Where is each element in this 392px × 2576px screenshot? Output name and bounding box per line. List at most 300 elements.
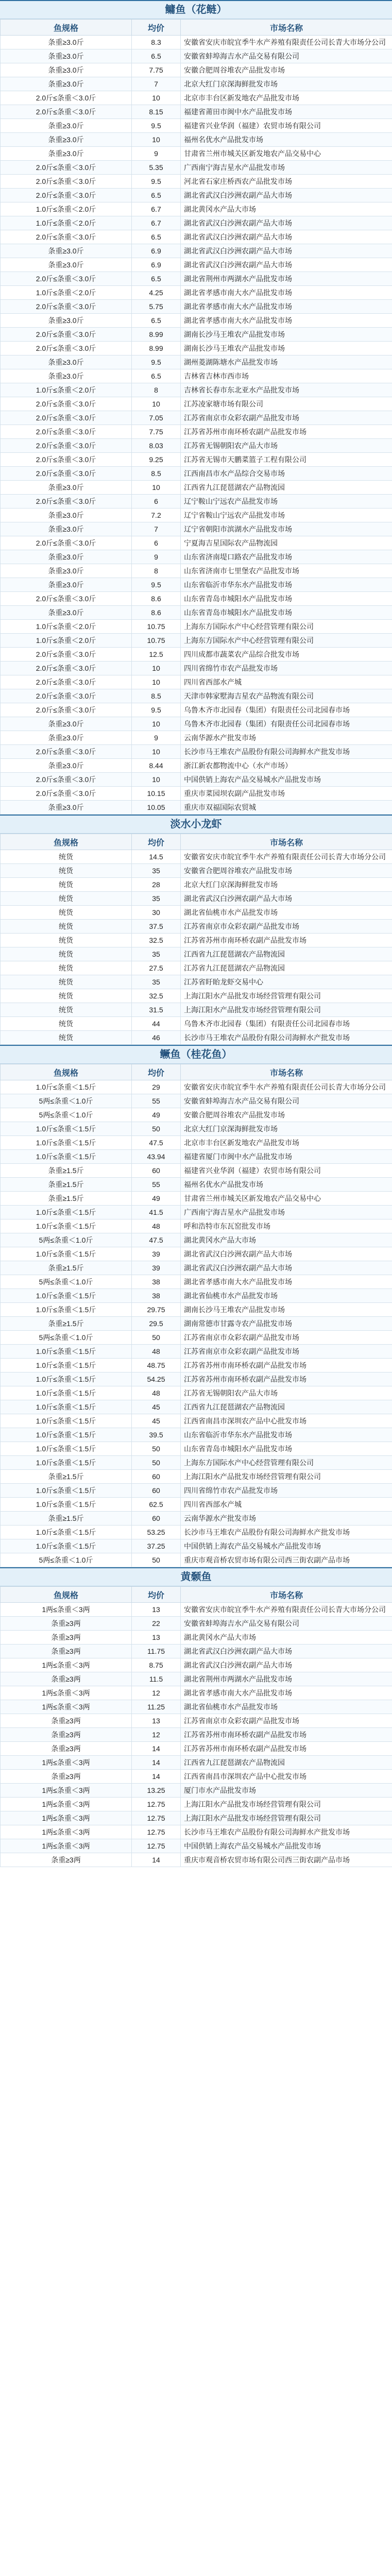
table-row bbox=[1, 1003, 392, 1017]
table-row bbox=[1, 1553, 392, 1567]
market-cell: 上海江阳水产品批发市场经营管理有限公司 bbox=[181, 1470, 392, 1484]
table-row bbox=[1, 662, 392, 675]
price-cell: 22 bbox=[132, 1617, 181, 1631]
table-row bbox=[1, 634, 392, 648]
market-cell: 北京大红门京深海鲜批发市场 bbox=[181, 878, 392, 892]
column-header: 市场名称 bbox=[181, 1587, 392, 1603]
table-row bbox=[1, 119, 392, 133]
price-cell: 8.5 bbox=[132, 689, 181, 703]
price-cell: 30 bbox=[132, 906, 181, 920]
spec-cell: 条重≥3.0斤 bbox=[1, 369, 132, 383]
market-cell: 呼和浩特市东瓦窑批发市场 bbox=[181, 1219, 392, 1233]
price-cell: 6.7 bbox=[132, 216, 181, 230]
price-cell: 7 bbox=[132, 522, 181, 536]
market-cell: 湖北省武汉白沙洲农副产品大市场 bbox=[181, 1645, 392, 1658]
table-row bbox=[1, 383, 392, 397]
market-cell: 安徽省蚌埠海吉水产品交易有限公司 bbox=[181, 1094, 392, 1108]
price-cell: 31.5 bbox=[132, 1003, 181, 1017]
price-cell: 44 bbox=[132, 1017, 181, 1031]
spec-cell: 条重≥3.0斤 bbox=[1, 606, 132, 620]
spec-cell: 2.0斤≤条重＜3.0斤 bbox=[1, 300, 132, 314]
market-cell: 吉林省长春市东北亚水产品批发市场 bbox=[181, 383, 392, 397]
spec-cell: 2.0斤≤条重＜3.0斤 bbox=[1, 230, 132, 244]
table-row bbox=[1, 36, 392, 49]
price-cell: 11.5 bbox=[132, 1672, 181, 1686]
spec-cell: 条重≥1.5斤 bbox=[1, 1470, 132, 1484]
market-cell: 北京大红门京深海鲜批发市场 bbox=[181, 1122, 392, 1136]
price-cell: 13 bbox=[132, 1631, 181, 1645]
market-cell: 中国供销上海农产品交易城水产品批发市场 bbox=[181, 1539, 392, 1553]
spec-cell: 2.0斤≤条重＜3.0斤 bbox=[1, 453, 132, 467]
market-cell: 上海东方国际水产中心经营管理有限公司 bbox=[181, 1456, 392, 1470]
price-cell: 6 bbox=[132, 536, 181, 550]
market-cell: 江苏省苏州市南环桥农副产品批发市场 bbox=[181, 1742, 392, 1756]
market-cell: 湖北省孝感市南大水产品批发市场 bbox=[181, 286, 392, 300]
price-cell: 13 bbox=[132, 1714, 181, 1728]
table-row bbox=[1, 934, 392, 947]
spec-cell: 统货 bbox=[1, 864, 132, 878]
market-cell: 湖南长沙马王堆农产品批发市场 bbox=[181, 342, 392, 355]
market-cell: 重庆市观音桥农贸市场有限公司西三街农副产品市场 bbox=[181, 1853, 392, 1867]
market-cell: 福建省厦门市闽中水产品批发市场 bbox=[181, 1150, 392, 1164]
market-cell: 江苏省盱眙龙虾交易中心 bbox=[181, 975, 392, 989]
price-cell: 35 bbox=[132, 892, 181, 906]
spec-cell: 2.0斤≤条重＜3.0斤 bbox=[1, 425, 132, 439]
price-cell: 8 bbox=[132, 383, 181, 397]
price-cell: 8.75 bbox=[132, 1658, 181, 1672]
market-cell: 山东省济南市七里堡农产品批发市场 bbox=[181, 564, 392, 578]
spec-cell: 条重≥3.0斤 bbox=[1, 49, 132, 63]
market-cell: 福建省莆田市闽中水产品批发市场 bbox=[181, 105, 392, 119]
market-cell: 云南华源水产批发市场 bbox=[181, 1512, 392, 1526]
spec-cell: 1.0斤≤条重＜1.5斤 bbox=[1, 1289, 132, 1303]
price-cell: 8.03 bbox=[132, 439, 181, 453]
spec-cell: 条重≥3.0斤 bbox=[1, 522, 132, 536]
market-cell: 山东省青岛市城阳水产品批发市场 bbox=[181, 1442, 392, 1456]
spec-cell: 统货 bbox=[1, 906, 132, 920]
market-cell: 河北省石家庄桥西农产品批发市场 bbox=[181, 175, 392, 189]
spec-cell: 1.0斤≤条重＜1.5斤 bbox=[1, 1080, 132, 1094]
price-cell: 10.15 bbox=[132, 787, 181, 801]
spec-cell: 条重≥3.0斤 bbox=[1, 119, 132, 133]
price-cell: 38 bbox=[132, 1275, 181, 1289]
market-cell: 宁夏海吉星国际农产品物流园 bbox=[181, 536, 392, 550]
market-cell: 中国供销上海农产品交易城水产品批发市场 bbox=[181, 1839, 392, 1853]
table-row bbox=[1, 703, 392, 717]
price-cell: 10 bbox=[132, 133, 181, 147]
price-cell: 8.15 bbox=[132, 105, 181, 119]
price-table bbox=[0, 1586, 392, 1867]
price-cell: 4.25 bbox=[132, 286, 181, 300]
market-cell: 甘肃省兰州市城关区新发地农产品交易中心 bbox=[181, 147, 392, 161]
table-row bbox=[1, 1603, 392, 1617]
table-row bbox=[1, 892, 392, 906]
spec-cell: 条重≥1.5斤 bbox=[1, 1512, 132, 1526]
market-cell: 乌鲁木齐市北园春（集团）有限责任公司北园春市场 bbox=[181, 703, 392, 717]
table-row bbox=[1, 272, 392, 286]
market-cell: 安徽省蚌埠海吉水产品交易有限公司 bbox=[181, 1617, 392, 1631]
market-cell: 安徽省蚌埠海吉水产品交易有限公司 bbox=[181, 49, 392, 63]
market-cell: 湖北省武汉白沙洲农副产品大市场 bbox=[181, 1658, 392, 1672]
table-row bbox=[1, 355, 392, 369]
table-row bbox=[1, 1400, 392, 1414]
table-row bbox=[1, 745, 392, 759]
spec-cell: 2.0斤≤条重＜3.0斤 bbox=[1, 689, 132, 703]
price-cell: 47.5 bbox=[132, 1233, 181, 1247]
market-cell: 天津市韩家墅海吉星农产品物流有限公司 bbox=[181, 689, 392, 703]
spec-cell: 条重≥3两 bbox=[1, 1770, 132, 1784]
table-row bbox=[1, 522, 392, 536]
market-cell: 长沙市马王堆农产品股份有限公司海鲜水产批发市场 bbox=[181, 745, 392, 759]
price-cell: 9 bbox=[132, 731, 181, 745]
spec-cell: 2.0斤≤条重＜3.0斤 bbox=[1, 397, 132, 411]
spec-cell: 1.0斤≤条重＜1.5斤 bbox=[1, 1442, 132, 1456]
table-row bbox=[1, 1331, 392, 1345]
market-cell: 厦门市水产品批发市场 bbox=[181, 1784, 392, 1798]
spec-cell: 1.0斤≤条重＜2.0斤 bbox=[1, 216, 132, 230]
price-cell: 7 bbox=[132, 77, 181, 91]
spec-cell: 1.0斤≤条重＜1.5斤 bbox=[1, 1150, 132, 1164]
market-cell: 上海江阳水产品批发市场经营管理有限公司 bbox=[181, 1003, 392, 1017]
market-cell: 湖北黄冈水产品大市场 bbox=[181, 1631, 392, 1645]
table-row bbox=[1, 947, 392, 961]
price-cell: 9 bbox=[132, 147, 181, 161]
market-cell: 江苏省南京市众彩农副产品批发市场 bbox=[181, 1345, 392, 1359]
table-row bbox=[1, 1631, 392, 1645]
market-cell: 安徽合肥周谷堆农产品批发市场 bbox=[181, 1108, 392, 1122]
table-row bbox=[1, 878, 392, 892]
market-cell: 广西南宁海吉星水产品批发市场 bbox=[181, 161, 392, 175]
table-row bbox=[1, 1825, 392, 1839]
spec-cell: 条重≥3.0斤 bbox=[1, 314, 132, 328]
market-cell: 四川省西部水产城 bbox=[181, 1498, 392, 1512]
spec-cell: 1两≤条重＜3两 bbox=[1, 1700, 132, 1714]
spec-cell: 2.0斤≤条重＜3.0斤 bbox=[1, 495, 132, 509]
spec-cell: 条重≥3两 bbox=[1, 1631, 132, 1645]
spec-cell: 条重≥3两 bbox=[1, 1742, 132, 1756]
price-cell: 9.5 bbox=[132, 703, 181, 717]
table-row bbox=[1, 1247, 392, 1261]
spec-cell: 1.0斤≤条重＜1.5斤 bbox=[1, 1303, 132, 1317]
table-row bbox=[1, 1233, 392, 1247]
column-header: 均价 bbox=[132, 834, 181, 850]
table-row bbox=[1, 1811, 392, 1825]
market-cell: 安徽省安庆市皖宜季牛水产养殖有限责任公司长青大市场分公司 bbox=[181, 36, 392, 49]
table-row bbox=[1, 1658, 392, 1672]
price-cell: 45 bbox=[132, 1400, 181, 1414]
price-cell: 14 bbox=[132, 1853, 181, 1867]
spec-cell: 1.0斤≤条重＜1.5斤 bbox=[1, 1122, 132, 1136]
price-cell: 10 bbox=[132, 675, 181, 689]
spec-cell: 1两≤条重＜3两 bbox=[1, 1658, 132, 1672]
table-row bbox=[1, 509, 392, 522]
table-row bbox=[1, 592, 392, 606]
market-cell: 湖北省武汉白沙洲农副产品大市场 bbox=[181, 1261, 392, 1275]
price-cell: 43.94 bbox=[132, 1150, 181, 1164]
price-cell: 29.75 bbox=[132, 1303, 181, 1317]
spec-cell: 条重≥3.0斤 bbox=[1, 717, 132, 731]
table-row bbox=[1, 1122, 392, 1136]
price-cell: 12.75 bbox=[132, 1825, 181, 1839]
spec-cell: 条重≥3两 bbox=[1, 1645, 132, 1658]
price-cell: 39 bbox=[132, 1247, 181, 1261]
table-row bbox=[1, 216, 392, 230]
price-cell: 10.75 bbox=[132, 634, 181, 648]
price-cell: 55 bbox=[132, 1178, 181, 1192]
price-cell: 7.2 bbox=[132, 509, 181, 522]
table-row bbox=[1, 105, 392, 119]
header-row bbox=[1, 1064, 392, 1080]
column-header: 均价 bbox=[132, 20, 181, 36]
price-cell: 11.25 bbox=[132, 1700, 181, 1714]
table-row bbox=[1, 369, 392, 383]
market-cell: 安徽省安庆市皖宜季牛水产养殖有限责任公司长青大市场分公司 bbox=[181, 1080, 392, 1094]
table-row bbox=[1, 1428, 392, 1442]
spec-cell: 1.0斤≤条重＜1.5斤 bbox=[1, 1414, 132, 1428]
price-cell: 12.75 bbox=[132, 1798, 181, 1811]
table-row bbox=[1, 1700, 392, 1714]
table-row bbox=[1, 1728, 392, 1742]
market-cell: 湖北省武汉白沙洲农副产品大市场 bbox=[181, 258, 392, 272]
price-cell: 6.5 bbox=[132, 369, 181, 383]
table-row bbox=[1, 439, 392, 453]
price-cell: 60 bbox=[132, 1164, 181, 1178]
price-cell: 10.75 bbox=[132, 620, 181, 634]
column-header: 市场名称 bbox=[181, 20, 392, 36]
market-cell: 北京大红门京深海鲜批发市场 bbox=[181, 77, 392, 91]
market-cell: 福建省兴业华润（福建）农贸市场有限公司 bbox=[181, 119, 392, 133]
market-cell: 湖北黄冈水产品大市场 bbox=[181, 202, 392, 216]
price-cell: 60 bbox=[132, 1484, 181, 1498]
price-cell: 35 bbox=[132, 975, 181, 989]
market-cell: 湖北省武汉白沙洲农副产品大市场 bbox=[181, 1247, 392, 1261]
spec-cell: 条重≥3.0斤 bbox=[1, 133, 132, 147]
table-row bbox=[1, 411, 392, 425]
spec-cell: 条重≥3.0斤 bbox=[1, 801, 132, 815]
spec-cell: 统货 bbox=[1, 961, 132, 975]
price-cell: 54.25 bbox=[132, 1372, 181, 1386]
price-cell: 45 bbox=[132, 1414, 181, 1428]
price-cell: 10 bbox=[132, 745, 181, 759]
spec-cell: 条重≥3两 bbox=[1, 1728, 132, 1742]
price-cell: 14 bbox=[132, 1756, 181, 1770]
price-cell: 12.75 bbox=[132, 1839, 181, 1853]
spec-cell: 1两≤条重＜3两 bbox=[1, 1825, 132, 1839]
market-cell: 四川省绵竹市农产品批发市场 bbox=[181, 1484, 392, 1498]
spec-cell: 5两≤条重＜1.0斤 bbox=[1, 1094, 132, 1108]
table-row bbox=[1, 606, 392, 620]
table-row bbox=[1, 1178, 392, 1192]
spec-cell: 1两≤条重＜3两 bbox=[1, 1756, 132, 1770]
price-cell: 37.5 bbox=[132, 920, 181, 934]
column-header: 均价 bbox=[132, 1064, 181, 1080]
price-cell: 10 bbox=[132, 717, 181, 731]
table-row bbox=[1, 425, 392, 439]
price-cell: 8.5 bbox=[132, 467, 181, 481]
spec-cell: 2.0斤≤条重＜3.0斤 bbox=[1, 703, 132, 717]
table-row bbox=[1, 1756, 392, 1770]
price-cell: 10 bbox=[132, 662, 181, 675]
price-cell: 14 bbox=[132, 1770, 181, 1784]
market-cell: 江苏省无锡市天鹏菜篮子工程有限公司 bbox=[181, 453, 392, 467]
column-header: 鱼规格 bbox=[1, 1587, 132, 1603]
table-row bbox=[1, 175, 392, 189]
price-cell: 49 bbox=[132, 1108, 181, 1122]
spec-cell: 条重≥1.5斤 bbox=[1, 1317, 132, 1331]
market-cell: 江西省南昌市深圳农产品中心批发市场 bbox=[181, 1770, 392, 1784]
market-cell: 江西省九江琵琶湖农产品物流园 bbox=[181, 947, 392, 961]
spec-cell: 2.0斤≤条重＜3.0斤 bbox=[1, 745, 132, 759]
table-row bbox=[1, 1853, 392, 1867]
price-cell: 9.5 bbox=[132, 175, 181, 189]
price-cell: 39.5 bbox=[132, 1428, 181, 1442]
price-cell: 8.99 bbox=[132, 342, 181, 355]
spec-cell: 2.0斤≤条重＜3.0斤 bbox=[1, 161, 132, 175]
price-cell: 5.35 bbox=[132, 161, 181, 175]
spec-cell: 条重≥3.0斤 bbox=[1, 481, 132, 495]
price-cell: 9 bbox=[132, 550, 181, 564]
market-cell: 湖北省仙桃市水产品批发市场 bbox=[181, 1289, 392, 1303]
spec-cell: 条重≥3.0斤 bbox=[1, 759, 132, 773]
market-cell: 湖北省仙桃市水产品批发市场 bbox=[181, 906, 392, 920]
spec-cell: 1.0斤≤条重＜1.5斤 bbox=[1, 1345, 132, 1359]
table-row bbox=[1, 1512, 392, 1526]
spec-cell: 1两≤条重＜3两 bbox=[1, 1811, 132, 1825]
price-cell: 9.5 bbox=[132, 578, 181, 592]
table-row bbox=[1, 801, 392, 815]
market-cell: 上海江阳水产品批发市场经营管理有限公司 bbox=[181, 1798, 392, 1811]
spec-cell: 1.0斤≤条重＜1.5斤 bbox=[1, 1386, 132, 1400]
market-cell: 湖北省武汉白沙洲农副产品大市场 bbox=[181, 189, 392, 202]
spec-cell: 2.0斤≤条重＜3.0斤 bbox=[1, 467, 132, 481]
price-cell: 50 bbox=[132, 1442, 181, 1456]
price-cell: 60 bbox=[132, 1512, 181, 1526]
spec-cell: 条重≥3.0斤 bbox=[1, 244, 132, 258]
table-row bbox=[1, 906, 392, 920]
table-row bbox=[1, 1784, 392, 1798]
market-cell: 江西省南昌市深圳农产品中心批发市场 bbox=[181, 1414, 392, 1428]
table-row bbox=[1, 49, 392, 63]
table-row bbox=[1, 620, 392, 634]
table-row bbox=[1, 773, 392, 787]
spec-cell: 条重≥3两 bbox=[1, 1714, 132, 1728]
column-header: 均价 bbox=[132, 1587, 181, 1603]
market-cell: 四川省西部水产城 bbox=[181, 675, 392, 689]
price-cell: 6.5 bbox=[132, 49, 181, 63]
table-row bbox=[1, 975, 392, 989]
price-cell: 53.25 bbox=[132, 1526, 181, 1539]
spec-cell: 条重≥3.0斤 bbox=[1, 731, 132, 745]
spec-cell: 条重≥3.0斤 bbox=[1, 63, 132, 77]
price-cell: 6.7 bbox=[132, 202, 181, 216]
market-cell: 江苏省九江琵琶湖农产品物流园 bbox=[181, 961, 392, 975]
table-row bbox=[1, 1498, 392, 1512]
table-row bbox=[1, 300, 392, 314]
price-cell: 6.5 bbox=[132, 189, 181, 202]
market-cell: 广西南宁海吉星水产品批发市场 bbox=[181, 1206, 392, 1219]
spec-cell: 统货 bbox=[1, 1003, 132, 1017]
market-cell: 山东省临沂市华东水产品批发市场 bbox=[181, 578, 392, 592]
market-cell: 北京市丰台区新发地农产品批发市场 bbox=[181, 91, 392, 105]
table-row bbox=[1, 1289, 392, 1303]
table-row bbox=[1, 244, 392, 258]
header-row bbox=[1, 20, 392, 36]
price-table bbox=[0, 834, 392, 1045]
spec-cell: 统货 bbox=[1, 975, 132, 989]
spec-cell: 1.0斤≤条重＜1.5斤 bbox=[1, 1359, 132, 1372]
price-cell: 10 bbox=[132, 773, 181, 787]
market-cell: 长沙市马王堆农产品股份有限公司海鲜水产批发市场 bbox=[181, 1031, 392, 1045]
spec-cell: 2.0斤≤条重＜3.0斤 bbox=[1, 675, 132, 689]
table-row bbox=[1, 397, 392, 411]
spec-cell: 1.0斤≤条重＜1.5斤 bbox=[1, 1219, 132, 1233]
table-row bbox=[1, 1386, 392, 1400]
table-row bbox=[1, 467, 392, 481]
table-row bbox=[1, 133, 392, 147]
price-cell: 10 bbox=[132, 397, 181, 411]
spec-cell: 统货 bbox=[1, 1031, 132, 1045]
table-row bbox=[1, 328, 392, 342]
table-row bbox=[1, 717, 392, 731]
market-cell: 山东省青岛市城阳水产品批发市场 bbox=[181, 606, 392, 620]
spec-cell: 1.0斤≤条重＜1.5斤 bbox=[1, 1206, 132, 1219]
table-row bbox=[1, 1470, 392, 1484]
price-cell: 7.05 bbox=[132, 411, 181, 425]
price-cell: 55 bbox=[132, 1094, 181, 1108]
table-row bbox=[1, 550, 392, 564]
table-row bbox=[1, 1742, 392, 1756]
spec-cell: 1.0斤≤条重＜2.0斤 bbox=[1, 383, 132, 397]
table-row bbox=[1, 1150, 392, 1164]
table-row bbox=[1, 850, 392, 864]
price-cell: 9.5 bbox=[132, 355, 181, 369]
table-row bbox=[1, 202, 392, 216]
price-cell: 10 bbox=[132, 91, 181, 105]
spec-cell: 1.0斤≤条重＜1.5斤 bbox=[1, 1136, 132, 1150]
price-cell: 8.6 bbox=[132, 592, 181, 606]
price-cell: 9.5 bbox=[132, 119, 181, 133]
table-row bbox=[1, 1192, 392, 1206]
price-cell: 28 bbox=[132, 878, 181, 892]
table-row bbox=[1, 63, 392, 77]
market-cell: 湖州菱湖陈塘水产品批发市场 bbox=[181, 355, 392, 369]
price-table bbox=[0, 1064, 392, 1567]
market-cell: 江苏省南京市众彩农副产品批发市场 bbox=[181, 1714, 392, 1728]
price-table bbox=[0, 19, 392, 815]
table-row bbox=[1, 1442, 392, 1456]
table-row bbox=[1, 1345, 392, 1359]
price-cell: 6.5 bbox=[132, 314, 181, 328]
table-row bbox=[1, 578, 392, 592]
table-row bbox=[1, 1359, 392, 1372]
column-header: 鱼规格 bbox=[1, 834, 132, 850]
section bbox=[0, 1567, 392, 1867]
spec-cell: 条重≥3.0斤 bbox=[1, 355, 132, 369]
table-row bbox=[1, 481, 392, 495]
price-cell: 6.5 bbox=[132, 230, 181, 244]
market-cell: 湖北省荆州市两湖水产品批发市场 bbox=[181, 1672, 392, 1686]
table-row bbox=[1, 564, 392, 578]
market-cell: 北京市丰台区新发地农产品批发市场 bbox=[181, 1136, 392, 1150]
market-cell: 湖北省孝感市南大水产品批发市场 bbox=[181, 1275, 392, 1289]
market-cell: 江苏省无锡朝阳农产品大市场 bbox=[181, 439, 392, 453]
spec-cell: 5两≤条重＜1.0斤 bbox=[1, 1275, 132, 1289]
price-cell: 11.75 bbox=[132, 1645, 181, 1658]
market-cell: 安徽省合肥周谷堆农产品批发市场 bbox=[181, 864, 392, 878]
market-cell: 江苏凌家塘市场有限公司 bbox=[181, 397, 392, 411]
spec-cell: 条重≥3.0斤 bbox=[1, 36, 132, 49]
spec-cell: 条重≥3.0斤 bbox=[1, 564, 132, 578]
